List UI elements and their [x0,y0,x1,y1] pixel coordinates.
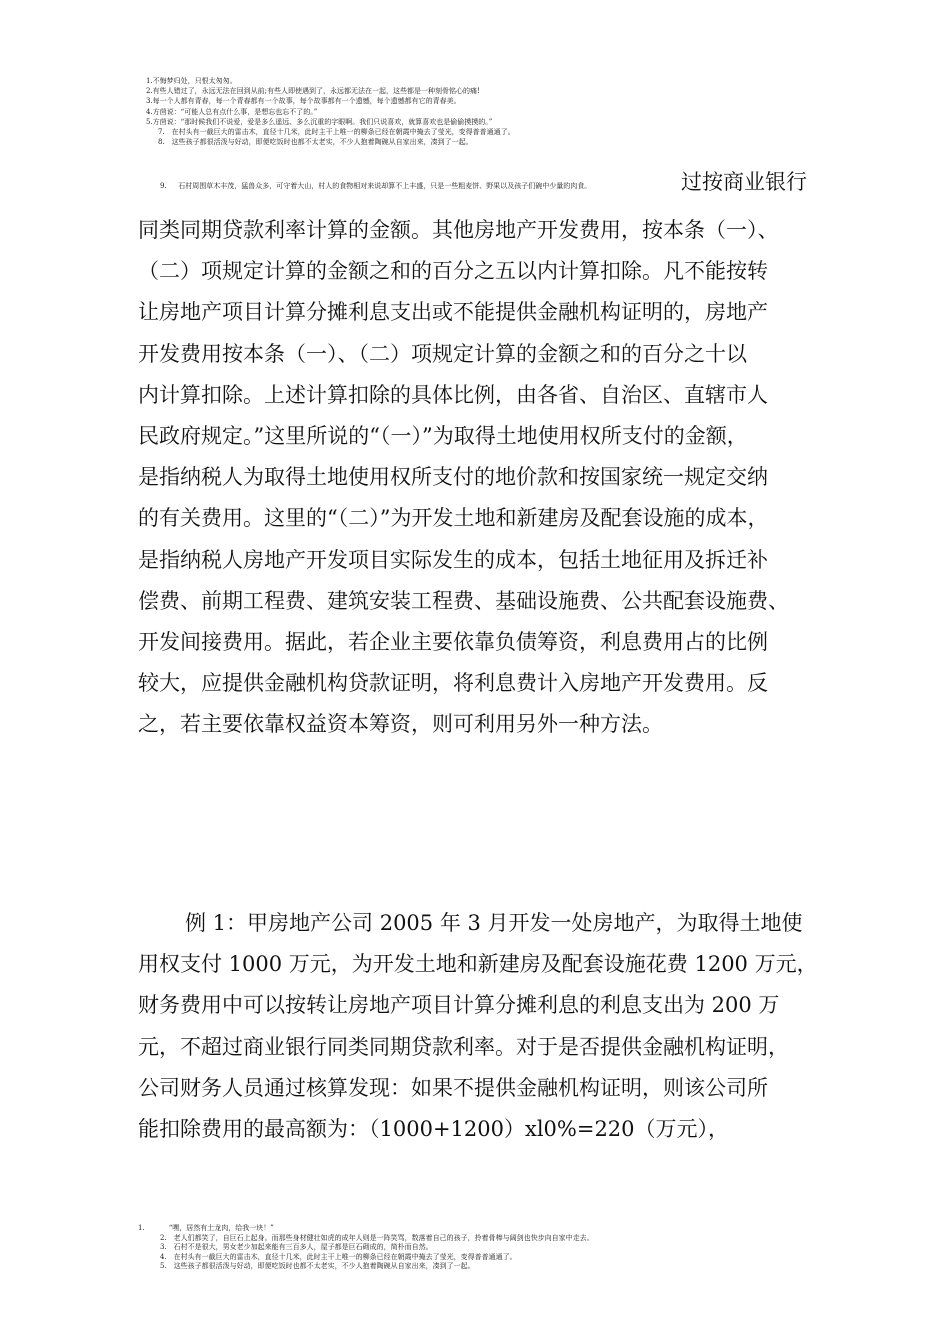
paragraph-2-line: 用权支付 1000 万元，为开发土地和新建房及配套设施花费 1200 万元， [138,952,818,977]
paragraph-2-line: 公司财务人员通过核算发现：如果不提供金融机构证明，则该公司所 [138,1075,768,1100]
bottom-notes [138,1224,828,1272]
paragraph-1-start: 过按商业银行 [681,170,807,194]
paragraph-1-line: 内计算扣除。上述计算扣除的具体比例，由各省、自治区、直辖市人 [138,382,768,407]
paragraph-2-example [138,903,828,1150]
paragraph-1-line: 是指纳税人房地产开发项目实际发生的成本，包括土地征用及拆迁补 [138,547,768,572]
paragraph-1-line: 开发间接费用。据此，若企业主要依靠负债筹资，利息费用占的比例 [138,629,768,654]
top-note-3: 3.每一个人都有青春，每一个青春都有一个故事，每个故事都有一个遗憾，每个遗憾都有它的青春美。 [146,97,461,106]
paragraph-1-line: 较大，应提供金融机构贷款证明，将利息费计入房地产开发费用。反 [138,671,768,696]
bottom-note-1 [138,1224,828,1234]
bottom-note-2: 2. 老人们都笑了，自巨石上起身。而那些身材健壮如虎的成年人则是一阵笑骂，数落着自己的孩子，拎着骨棒与阔剑也快步向自家中走去。 [160,1233,594,1242]
paragraph-2-line: 能扣除费用的最高额为：（1000+1200）xl0%=220（万元）， [138,1116,730,1141]
paragraph-1-line: 同类同期贷款利率计算的金额。其他房地产开发费用，按本条（一）、 [138,218,779,242]
bottom-note-1-number: 1. [138,1224,145,1232]
bottom-note-4: 4. 在村头有一截巨大的雷击木，直径十几米，此时主干上唯一的柳条已经在朝霞中掩去了莹光，变得普普通通了。 [160,1252,517,1261]
paragraph-2-line: 例 1：甲房地产公司 2005 年 3 月开发一处房地产，为取得土地使 [185,911,803,935]
paragraph-2-line: 元，不超过商业银行同类同期贷款利率。对于是否提供金融机构证明， [138,1034,789,1059]
bottom-note-3: 3. 石村不是很大，男女老少加起来能有三百多人，屋子都是巨石砌成的，简朴而自然。 [160,1243,433,1252]
paragraph-1-line: 让房地产项目计算分摊利息支出或不能提供金融机构证明的，房地产 [138,300,768,325]
top-note-4: 4.方茴说：“可能人总有点什么事，是想忘也忘不了的。” [146,107,318,116]
paragraph-1-line: （二）项规定计算的金额之和的百分之五以内计算扣除。凡不能按转 [138,259,768,284]
top-notes [146,76,826,147]
top-note-8: 8. 这些孩子都很活泼与好动，即便吃饭时也都不太老实，不少人抱着陶碗从自家出来，凑到了一起。 [158,138,473,147]
paragraph-1 [138,210,828,745]
top-note-2: 2.有些人错过了，永远无法在回到从前;有些人即使遇到了，永远都无法在一起，这些都是一种刻骨铭心的痛! [146,87,480,96]
top-note-1: 1.不悔梦归处，只恨太匆匆。 [146,77,237,85]
paragraph-1-line: 之，若主要依靠权益资本筹资，则可利用另外一种方法。 [138,712,663,737]
bottom-note-1-text: “嘿，居然有土龙肉，给我一块！” [168,1224,274,1232]
note-line-9-text: 石村周围草木丰茂，猛兽众多，可守着大山，村人的食物相对来说却算不上丰盛，只是一些粗麦饼、野果以及孩子们碗中少量的肉食。 [178,182,592,190]
paragraph-1-line: 开发费用按本条（一）、（二）项规定计算的金额之和的百分之十以 [138,341,747,366]
note-line-9 [160,181,591,191]
paragraph-1-line: 的有关费用。这里的“（二）”为开发土地和新建房及配套设施的成本， [138,506,769,531]
paragraph-1-line: 是指纳税人为取得土地使用权所支付的地价款和按国家统一规定交纳 [138,465,768,490]
paragraph-1-line: 偿费、前期工程费、建筑安装工程费、基础设施费、公共配套设施费、 [138,588,789,613]
bottom-note-5: 5. 这些孩子都很活泼与好动，即便吃饭时也都不太老实，不少人抱着陶碗从自家出来，凑到了一起。 [160,1262,475,1271]
top-note-5: 5.方茴说：“那时候我们不说爱，爱是多么遥远、多么沉重的字眼啊。我们只说喜欢，就算喜欢也是偷偷摸摸的。” [146,117,493,126]
paragraph-2-line: 财务费用中可以按转让房地产项目计算分摊利息的利息支出为 200 万 [138,993,780,1018]
note-line-9-number: 9. [160,182,167,190]
paragraph-1-line: 民政府规定。”这里所说的“（一）”为取得土地使用权所支付的金额， [138,423,748,448]
top-note-7: 7. 在村头有一截巨大的雷击木，直径十几米，此时主干上唯一的柳条已经在朝霞中掩去了莹光，变得普普通通了。 [158,128,515,137]
